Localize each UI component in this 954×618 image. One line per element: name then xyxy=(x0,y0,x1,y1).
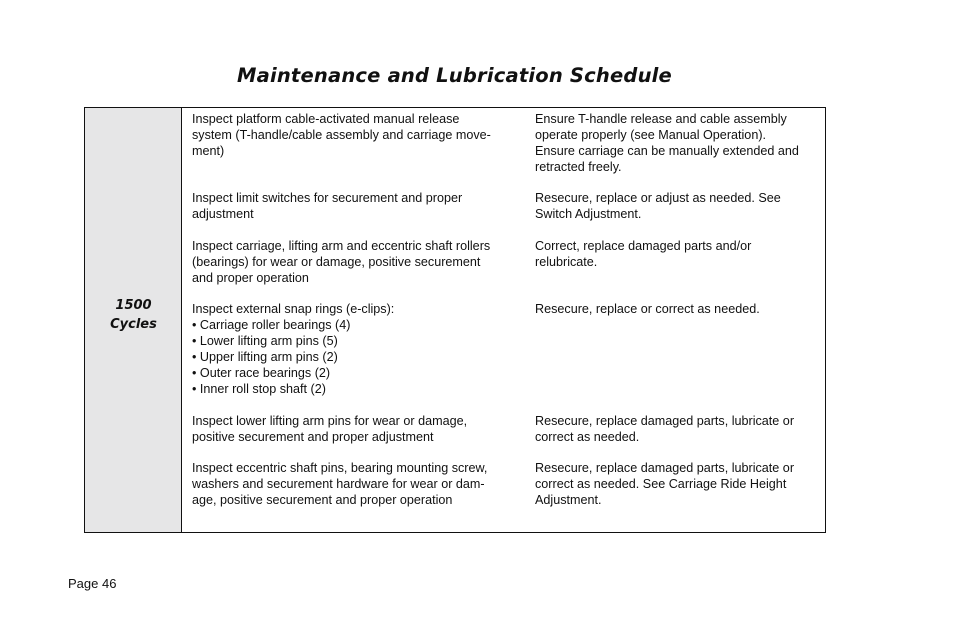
inspect-cell-1: Inspect platform cable-activated manual release system (T-handle/cable assembly and carriage move- ment) xyxy=(192,112,491,158)
inspect-cell-6: Inspect eccentric shaft pins, bearing mounting screw, washers and securement hardware for wear or dam- age, positive securement and proper operation xyxy=(192,461,488,507)
action-cell-1: Ensure T-handle release and cable assembly operate properly (see Manual Operation). Ensure carriage can be manually extended and retracted freely. xyxy=(535,112,799,174)
cycle-label xyxy=(85,296,182,334)
cycle-unit: Cycles xyxy=(110,317,157,332)
inspect-cell-5: Inspect lower lifting arm pins for wear or damage, positive securement and proper adjustment xyxy=(192,414,468,444)
cycle-column xyxy=(85,108,182,532)
inspect-cell-2: Inspect limit switches for securement and proper adjustment xyxy=(192,191,463,221)
inspect-cell-4: Inspect external snap rings (e-clips): • Carriage roller bearings (4) • Lower lifting arm pins (5) • Upper lifting arm pins (2) • Outer race bearings (2) • Inner roll stop shaft (2) xyxy=(192,302,395,396)
inspect-cell-3: Inspect carriage, lifting arm and eccentric shaft rollers (bearings) for wear or damage, positive securement and proper operation xyxy=(192,239,491,285)
action-cell-4: Resecure, replace or correct as needed. xyxy=(535,302,760,316)
action-cell-5: Resecure, replace damaged parts, lubricate or correct as needed. xyxy=(535,414,795,444)
cycle-number: 1500 xyxy=(115,298,152,313)
page-title: Maintenance and Lubrication Schedule xyxy=(237,64,672,87)
schedule-table xyxy=(84,107,826,533)
action-cell-3: Correct, replace damaged parts and/or relubricate. xyxy=(535,239,752,269)
action-cell-2: Resecure, replace or adjust as needed. See Switch Adjustment. xyxy=(535,191,781,221)
page-number: Page 46 xyxy=(68,576,117,591)
action-cell-6: Resecure, replace damaged parts, lubricate or correct as needed. See Carriage Ride Height Adjustment. xyxy=(535,461,795,507)
